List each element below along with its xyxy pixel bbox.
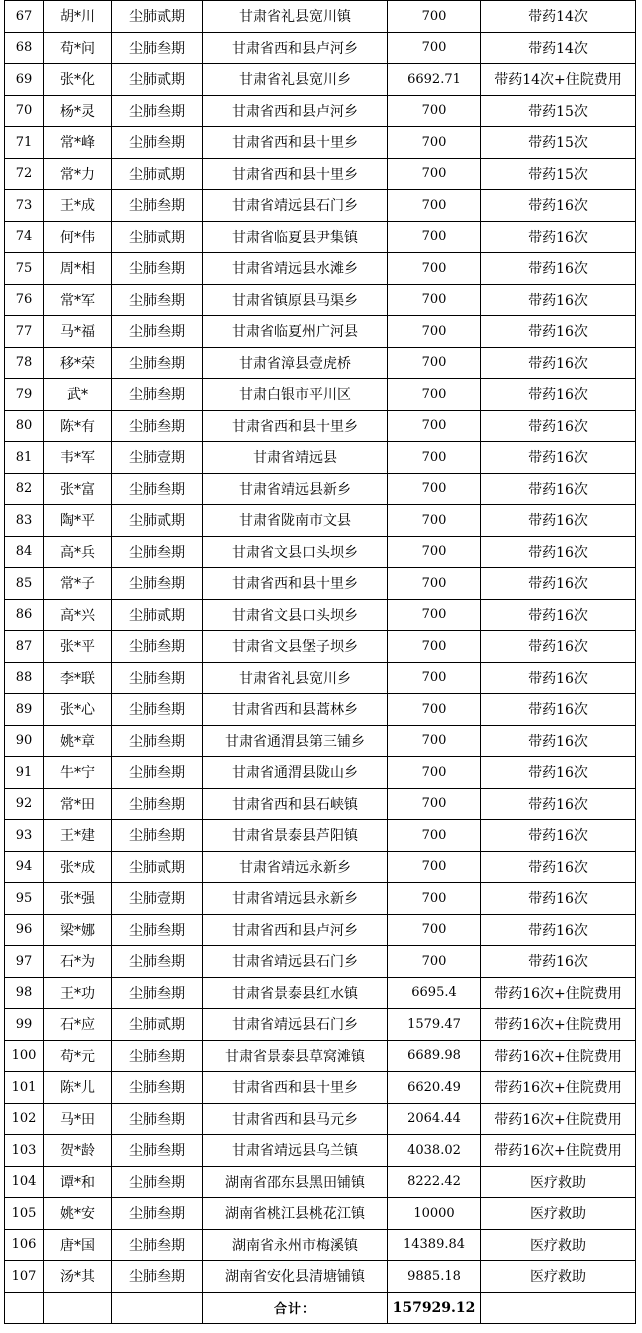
row-number-cell: 106 xyxy=(5,1229,44,1261)
note-cell: 带药16次 xyxy=(481,536,636,568)
person-name-cell: 武* xyxy=(44,379,112,411)
note-cell: 带药14次 xyxy=(481,1,636,33)
note-cell: 带药16次 xyxy=(481,505,636,537)
amount-cell: 700 xyxy=(388,505,481,537)
row-number-cell: 70 xyxy=(5,95,44,127)
total-value: 157929.12 xyxy=(388,1292,481,1324)
table-row xyxy=(5,662,636,694)
note-cell: 带药16次+住院费用 xyxy=(481,1103,636,1135)
total-row xyxy=(5,1292,636,1324)
total-empty-cell xyxy=(112,1292,203,1324)
disease-stage-cell: 尘肺叁期 xyxy=(112,568,203,600)
row-number-cell: 76 xyxy=(5,284,44,316)
person-name-cell: 李*联 xyxy=(44,662,112,694)
amount-cell: 700 xyxy=(388,95,481,127)
person-name-cell: 谭*和 xyxy=(44,1166,112,1198)
table-row xyxy=(5,725,636,757)
amount-cell: 700 xyxy=(388,347,481,379)
person-name-cell: 常*峰 xyxy=(44,127,112,159)
disease-stage-cell: 尘肺贰期 xyxy=(112,505,203,537)
note-cell: 带药15次 xyxy=(481,95,636,127)
table-row xyxy=(5,914,636,946)
table-row xyxy=(5,64,636,96)
note-cell: 带药16次 xyxy=(481,883,636,915)
address-cell: 甘肃省景泰县芦阳镇 xyxy=(203,820,388,852)
disease-stage-cell: 尘肺贰期 xyxy=(112,64,203,96)
address-cell: 甘肃省西和县十里乡 xyxy=(203,127,388,159)
note-cell: 带药16次 xyxy=(481,914,636,946)
table-row xyxy=(5,1040,636,1072)
table-row xyxy=(5,473,636,505)
address-cell: 甘肃省文县堡子坝乡 xyxy=(203,631,388,663)
address-cell: 湖南省永州市梅溪镇 xyxy=(203,1229,388,1261)
address-cell: 甘肃省临夏州广河县 xyxy=(203,316,388,348)
amount-cell: 700 xyxy=(388,158,481,190)
address-cell: 甘肃省礼县宽川乡 xyxy=(203,662,388,694)
row-number-cell: 77 xyxy=(5,316,44,348)
address-cell: 湖南省安化县清塘铺镇 xyxy=(203,1261,388,1293)
person-name-cell: 苟*元 xyxy=(44,1040,112,1072)
amount-cell: 700 xyxy=(388,221,481,253)
amount-cell: 700 xyxy=(388,820,481,852)
row-number-cell: 95 xyxy=(5,883,44,915)
note-cell: 带药16次+住院费用 xyxy=(481,1072,636,1104)
note-cell: 带药16次 xyxy=(481,221,636,253)
table-row xyxy=(5,32,636,64)
address-cell: 甘肃省西和县十里乡 xyxy=(203,158,388,190)
address-cell: 甘肃省西和县卢河乡 xyxy=(203,914,388,946)
amount-cell: 10000 xyxy=(388,1198,481,1230)
row-number-cell: 94 xyxy=(5,851,44,883)
amount-cell: 700 xyxy=(388,442,481,474)
person-name-cell: 贺*龄 xyxy=(44,1135,112,1167)
disease-stage-cell: 尘肺叁期 xyxy=(112,190,203,222)
address-cell: 甘肃省西和县十里乡 xyxy=(203,1072,388,1104)
table-row xyxy=(5,379,636,411)
disease-stage-cell: 尘肺叁期 xyxy=(112,820,203,852)
amount-cell: 700 xyxy=(388,662,481,694)
table-row xyxy=(5,599,636,631)
note-cell: 带药16次 xyxy=(481,253,636,285)
note-cell: 带药16次 xyxy=(481,725,636,757)
disease-stage-cell: 尘肺叁期 xyxy=(112,473,203,505)
person-name-cell: 周*相 xyxy=(44,253,112,285)
address-cell: 湖南省桃江县桃花江镇 xyxy=(203,1198,388,1230)
note-cell: 带药16次+住院费用 xyxy=(481,1135,636,1167)
person-name-cell: 陶*平 xyxy=(44,505,112,537)
person-name-cell: 王*成 xyxy=(44,190,112,222)
row-number-cell: 80 xyxy=(5,410,44,442)
amount-cell: 700 xyxy=(388,127,481,159)
note-cell: 带药16次 xyxy=(481,820,636,852)
row-number-cell: 105 xyxy=(5,1198,44,1230)
address-cell: 甘肃省镇原县马渠乡 xyxy=(203,284,388,316)
table-row xyxy=(5,221,636,253)
address-cell: 甘肃白银市平川区 xyxy=(203,379,388,411)
address-cell: 甘肃省漳县壹虎桥 xyxy=(203,347,388,379)
amount-cell: 700 xyxy=(388,599,481,631)
disease-stage-cell: 尘肺叁期 xyxy=(112,1261,203,1293)
row-number-cell: 75 xyxy=(5,253,44,285)
disease-stage-cell: 尘肺叁期 xyxy=(112,1135,203,1167)
note-cell: 医疗救助 xyxy=(481,1166,636,1198)
row-number-cell: 97 xyxy=(5,946,44,978)
note-cell: 带药16次 xyxy=(481,379,636,411)
person-name-cell: 张*富 xyxy=(44,473,112,505)
address-cell: 甘肃省西和县石峡镇 xyxy=(203,788,388,820)
row-number-cell: 73 xyxy=(5,190,44,222)
disease-stage-cell: 尘肺叁期 xyxy=(112,379,203,411)
note-cell: 带药16次 xyxy=(481,316,636,348)
address-cell: 甘肃省通渭县第三铺乡 xyxy=(203,725,388,757)
disease-stage-cell: 尘肺叁期 xyxy=(112,32,203,64)
person-name-cell: 常*子 xyxy=(44,568,112,600)
row-number-cell: 102 xyxy=(5,1103,44,1135)
row-number-cell: 85 xyxy=(5,568,44,600)
row-number-cell: 93 xyxy=(5,820,44,852)
person-name-cell: 移*荣 xyxy=(44,347,112,379)
disease-stage-cell: 尘肺叁期 xyxy=(112,1103,203,1135)
amount-cell: 700 xyxy=(388,946,481,978)
table-body xyxy=(5,1,636,1293)
person-name-cell: 牛*宁 xyxy=(44,757,112,789)
person-name-cell: 何*伟 xyxy=(44,221,112,253)
note-cell: 带药16次 xyxy=(481,284,636,316)
amount-cell: 700 xyxy=(388,253,481,285)
disease-stage-cell: 尘肺叁期 xyxy=(112,946,203,978)
amount-cell: 14389.84 xyxy=(388,1229,481,1261)
person-name-cell: 姚*安 xyxy=(44,1198,112,1230)
note-cell: 带药16次 xyxy=(481,631,636,663)
disease-stage-cell: 尘肺叁期 xyxy=(112,284,203,316)
address-cell: 甘肃省靖远县石门乡 xyxy=(203,1009,388,1041)
note-cell: 带药16次+住院费用 xyxy=(481,1040,636,1072)
amount-cell: 8222.42 xyxy=(388,1166,481,1198)
amount-cell: 6695.4 xyxy=(388,977,481,1009)
table-row xyxy=(5,820,636,852)
table-row xyxy=(5,1072,636,1104)
table-row xyxy=(5,757,636,789)
disease-stage-cell: 尘肺叁期 xyxy=(112,662,203,694)
table-row xyxy=(5,158,636,190)
disease-stage-cell: 尘肺叁期 xyxy=(112,725,203,757)
address-cell: 甘肃省文县口头坝乡 xyxy=(203,536,388,568)
person-name-cell: 汤*其 xyxy=(44,1261,112,1293)
table-row xyxy=(5,1198,636,1230)
row-number-cell: 107 xyxy=(5,1261,44,1293)
table-row xyxy=(5,694,636,726)
disease-stage-cell: 尘肺叁期 xyxy=(112,977,203,1009)
person-name-cell: 梁*娜 xyxy=(44,914,112,946)
disease-stage-cell: 尘肺叁期 xyxy=(112,757,203,789)
disease-stage-cell: 尘肺叁期 xyxy=(112,1166,203,1198)
person-name-cell: 马*田 xyxy=(44,1103,112,1135)
row-number-cell: 71 xyxy=(5,127,44,159)
note-cell: 带药16次 xyxy=(481,694,636,726)
table-row xyxy=(5,316,636,348)
person-name-cell: 苟*问 xyxy=(44,32,112,64)
table-row xyxy=(5,1135,636,1167)
disease-stage-cell: 尘肺贰期 xyxy=(112,599,203,631)
row-number-cell: 90 xyxy=(5,725,44,757)
amount-cell: 700 xyxy=(388,725,481,757)
row-number-cell: 74 xyxy=(5,221,44,253)
disease-stage-cell: 尘肺叁期 xyxy=(112,1198,203,1230)
recipient-table xyxy=(4,0,636,1324)
person-name-cell: 石*为 xyxy=(44,946,112,978)
amount-cell: 700 xyxy=(388,379,481,411)
amount-cell: 700 xyxy=(388,190,481,222)
disease-stage-cell: 尘肺叁期 xyxy=(112,536,203,568)
note-cell: 医疗救助 xyxy=(481,1198,636,1230)
row-number-cell: 82 xyxy=(5,473,44,505)
table-row xyxy=(5,977,636,1009)
table-row xyxy=(5,568,636,600)
disease-stage-cell: 尘肺贰期 xyxy=(112,1,203,33)
row-number-cell: 103 xyxy=(5,1135,44,1167)
address-cell: 甘肃省文县口头坝乡 xyxy=(203,599,388,631)
table-row xyxy=(5,946,636,978)
note-cell: 带药16次 xyxy=(481,410,636,442)
person-name-cell: 陈*儿 xyxy=(44,1072,112,1104)
address-cell: 湖南省邵东县黑田铺镇 xyxy=(203,1166,388,1198)
person-name-cell: 杨*灵 xyxy=(44,95,112,127)
table-row xyxy=(5,883,636,915)
note-cell: 带药16次 xyxy=(481,946,636,978)
address-cell: 甘肃省西和县马元乡 xyxy=(203,1103,388,1135)
note-cell: 医疗救助 xyxy=(481,1229,636,1261)
address-cell: 甘肃省靖远县新乡 xyxy=(203,473,388,505)
amount-cell: 700 xyxy=(388,32,481,64)
amount-cell: 1579.47 xyxy=(388,1009,481,1041)
person-name-cell: 王*功 xyxy=(44,977,112,1009)
address-cell: 甘肃省礼县宽川镇 xyxy=(203,1,388,33)
address-cell: 甘肃省临夏县尹集镇 xyxy=(203,221,388,253)
note-cell: 带药15次 xyxy=(481,158,636,190)
amount-cell: 700 xyxy=(388,914,481,946)
row-number-cell: 101 xyxy=(5,1072,44,1104)
amount-cell: 2064.44 xyxy=(388,1103,481,1135)
row-number-cell: 91 xyxy=(5,757,44,789)
table-row xyxy=(5,284,636,316)
row-number-cell: 88 xyxy=(5,662,44,694)
table-row xyxy=(5,347,636,379)
amount-cell: 700 xyxy=(388,284,481,316)
amount-cell: 700 xyxy=(388,316,481,348)
address-cell: 甘肃省通渭县陇山乡 xyxy=(203,757,388,789)
note-cell: 医疗救助 xyxy=(481,1261,636,1293)
address-cell: 甘肃省西和县十里乡 xyxy=(203,410,388,442)
note-cell: 带药14次 xyxy=(481,32,636,64)
person-name-cell: 张*化 xyxy=(44,64,112,96)
row-number-cell: 78 xyxy=(5,347,44,379)
disease-stage-cell: 尘肺叁期 xyxy=(112,1229,203,1261)
address-cell: 甘肃省西和县蒿林乡 xyxy=(203,694,388,726)
disease-stage-cell: 尘肺叁期 xyxy=(112,1072,203,1104)
table-row xyxy=(5,788,636,820)
note-cell: 带药16次 xyxy=(481,190,636,222)
address-cell: 甘肃省靖远县永新乡 xyxy=(203,883,388,915)
row-number-cell: 87 xyxy=(5,631,44,663)
amount-cell: 700 xyxy=(388,851,481,883)
table-row xyxy=(5,442,636,474)
table-row xyxy=(5,631,636,663)
row-number-cell: 92 xyxy=(5,788,44,820)
address-cell: 甘肃省景泰县草窝滩镇 xyxy=(203,1040,388,1072)
row-number-cell: 67 xyxy=(5,1,44,33)
amount-cell: 700 xyxy=(388,757,481,789)
amount-cell: 700 xyxy=(388,883,481,915)
amount-cell: 700 xyxy=(388,694,481,726)
row-number-cell: 96 xyxy=(5,914,44,946)
total-empty-cell xyxy=(5,1292,44,1324)
amount-cell: 700 xyxy=(388,410,481,442)
note-cell: 带药14次+住院费用 xyxy=(481,64,636,96)
disease-stage-cell: 尘肺壹期 xyxy=(112,442,203,474)
row-number-cell: 99 xyxy=(5,1009,44,1041)
person-name-cell: 张*心 xyxy=(44,694,112,726)
person-name-cell: 常*田 xyxy=(44,788,112,820)
person-name-cell: 姚*章 xyxy=(44,725,112,757)
table-row xyxy=(5,536,636,568)
table-row xyxy=(5,127,636,159)
person-name-cell: 胡*川 xyxy=(44,1,112,33)
disease-stage-cell: 尘肺叁期 xyxy=(112,694,203,726)
note-cell: 带药16次 xyxy=(481,568,636,600)
row-number-cell: 98 xyxy=(5,977,44,1009)
note-cell: 带药16次 xyxy=(481,473,636,505)
disease-stage-cell: 尘肺贰期 xyxy=(112,158,203,190)
total-empty-cell xyxy=(44,1292,112,1324)
person-name-cell: 马*福 xyxy=(44,316,112,348)
person-name-cell: 高*兵 xyxy=(44,536,112,568)
person-name-cell: 高*兴 xyxy=(44,599,112,631)
address-cell: 甘肃省景泰县红水镇 xyxy=(203,977,388,1009)
table-row xyxy=(5,1229,636,1261)
note-cell: 带药16次 xyxy=(481,442,636,474)
amount-cell: 700 xyxy=(388,1,481,33)
disease-stage-cell: 尘肺叁期 xyxy=(112,1040,203,1072)
amount-cell: 6620.49 xyxy=(388,1072,481,1104)
row-number-cell: 72 xyxy=(5,158,44,190)
table-row xyxy=(5,190,636,222)
person-name-cell: 王*建 xyxy=(44,820,112,852)
address-cell: 甘肃省靖远县乌兰镇 xyxy=(203,1135,388,1167)
address-cell: 甘肃省靖远县 xyxy=(203,442,388,474)
row-number-cell: 89 xyxy=(5,694,44,726)
table-row xyxy=(5,505,636,537)
disease-stage-cell: 尘肺贰期 xyxy=(112,851,203,883)
person-name-cell: 唐*国 xyxy=(44,1229,112,1261)
note-cell: 带药16次+住院费用 xyxy=(481,1009,636,1041)
amount-cell: 6689.98 xyxy=(388,1040,481,1072)
total-label: 合计： xyxy=(203,1292,388,1324)
person-name-cell: 韦*军 xyxy=(44,442,112,474)
row-number-cell: 79 xyxy=(5,379,44,411)
note-cell: 带药16次 xyxy=(481,347,636,379)
table-row xyxy=(5,95,636,127)
person-name-cell: 常*力 xyxy=(44,158,112,190)
table-row xyxy=(5,410,636,442)
disease-stage-cell: 尘肺叁期 xyxy=(112,410,203,442)
note-cell: 带药16次+住院费用 xyxy=(481,977,636,1009)
disease-stage-cell: 尘肺叁期 xyxy=(112,95,203,127)
amount-cell: 700 xyxy=(388,473,481,505)
disease-stage-cell: 尘肺叁期 xyxy=(112,316,203,348)
table-row xyxy=(5,1,636,33)
amount-cell: 4038.02 xyxy=(388,1135,481,1167)
amount-cell: 6692.71 xyxy=(388,64,481,96)
person-name-cell: 张*成 xyxy=(44,851,112,883)
table-row xyxy=(5,1166,636,1198)
disease-stage-cell: 尘肺壹期 xyxy=(112,883,203,915)
amount-cell: 700 xyxy=(388,788,481,820)
table-row xyxy=(5,1261,636,1293)
row-number-cell: 69 xyxy=(5,64,44,96)
note-cell: 带药16次 xyxy=(481,599,636,631)
address-cell: 甘肃省西和县十里乡 xyxy=(203,568,388,600)
disease-stage-cell: 尘肺叁期 xyxy=(112,914,203,946)
disease-stage-cell: 尘肺叁期 xyxy=(112,631,203,663)
row-number-cell: 104 xyxy=(5,1166,44,1198)
person-name-cell: 石*应 xyxy=(44,1009,112,1041)
row-number-cell: 83 xyxy=(5,505,44,537)
amount-cell: 700 xyxy=(388,568,481,600)
table-row xyxy=(5,253,636,285)
note-cell: 带药16次 xyxy=(481,757,636,789)
address-cell: 甘肃省西和县卢河乡 xyxy=(203,95,388,127)
row-number-cell: 68 xyxy=(5,32,44,64)
note-cell: 带药15次 xyxy=(481,127,636,159)
table-row xyxy=(5,1009,636,1041)
person-name-cell: 陈*有 xyxy=(44,410,112,442)
disease-stage-cell: 尘肺贰期 xyxy=(112,221,203,253)
address-cell: 甘肃省礼县宽川乡 xyxy=(203,64,388,96)
amount-cell: 700 xyxy=(388,536,481,568)
disease-stage-cell: 尘肺叁期 xyxy=(112,788,203,820)
amount-cell: 9885.18 xyxy=(388,1261,481,1293)
disease-stage-cell: 尘肺叁期 xyxy=(112,347,203,379)
disease-stage-cell: 尘肺叁期 xyxy=(112,127,203,159)
address-cell: 甘肃省靖远永新乡 xyxy=(203,851,388,883)
table-row xyxy=(5,1103,636,1135)
note-cell: 带药16次 xyxy=(481,851,636,883)
person-name-cell: 张*强 xyxy=(44,883,112,915)
amount-cell: 700 xyxy=(388,631,481,663)
disease-stage-cell: 尘肺贰期 xyxy=(112,1009,203,1041)
address-cell: 甘肃省西和县卢河乡 xyxy=(203,32,388,64)
address-cell: 甘肃省靖远县石门乡 xyxy=(203,190,388,222)
disease-stage-cell: 尘肺叁期 xyxy=(112,253,203,285)
person-name-cell: 张*平 xyxy=(44,631,112,663)
row-number-cell: 81 xyxy=(5,442,44,474)
address-cell: 甘肃省靖远县水滩乡 xyxy=(203,253,388,285)
row-number-cell: 84 xyxy=(5,536,44,568)
note-cell: 带药16次 xyxy=(481,788,636,820)
note-cell: 带药16次 xyxy=(481,662,636,694)
total-empty-cell xyxy=(481,1292,636,1324)
table-row xyxy=(5,851,636,883)
address-cell: 甘肃省靖远县石门乡 xyxy=(203,946,388,978)
row-number-cell: 86 xyxy=(5,599,44,631)
address-cell: 甘肃省陇南市文县 xyxy=(203,505,388,537)
row-number-cell: 100 xyxy=(5,1040,44,1072)
person-name-cell: 常*军 xyxy=(44,284,112,316)
